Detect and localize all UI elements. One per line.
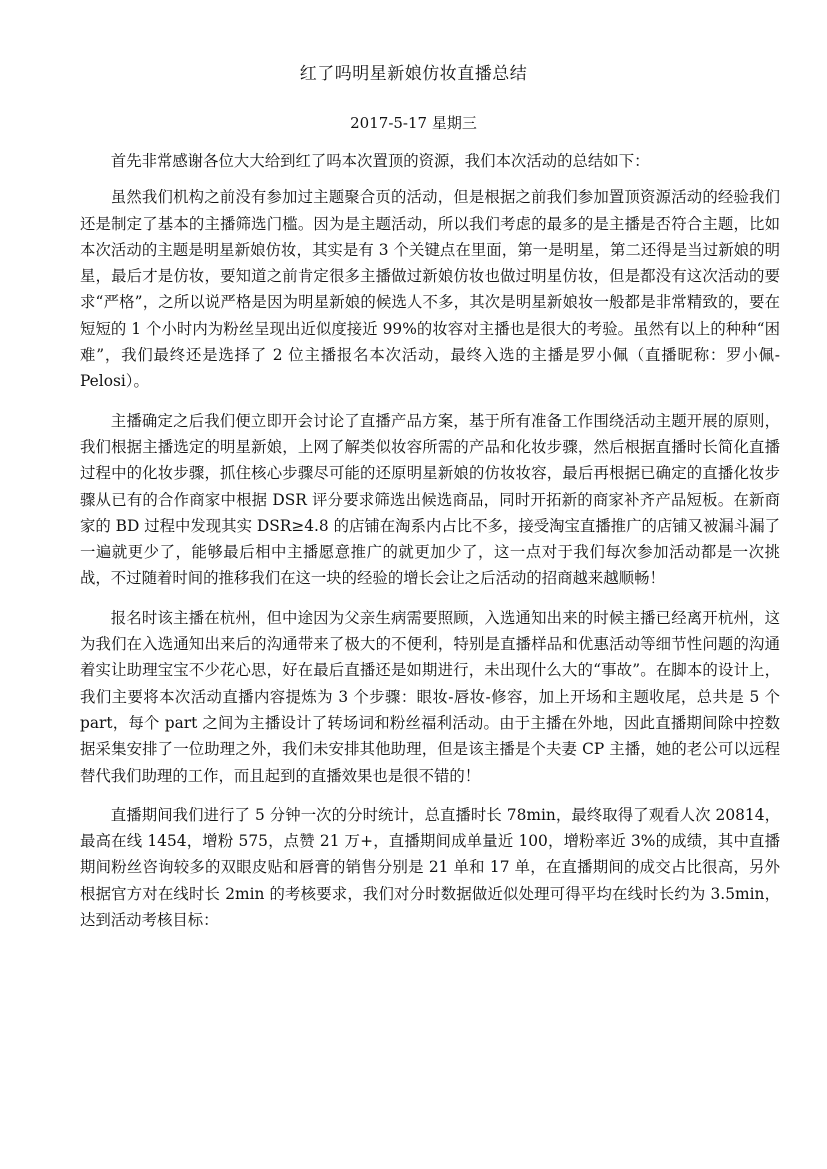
paragraph-product-plan: 主播确定之后我们便立即开会讨论了直播产品方案，基于所有准备工作围绕活动主题开展的原则，我们根据主播选定的明星新娘，上网了解类似妆容所需的产品和化妆步骤，然后根据直播时长简化直播过程中的化妆步骤，抓住核心步骤尽可能的还原明星新娘的仿妆妆容，最后再根据已确定的直播化妆步骤从已有的合作商家中根据 DSR 评分要求筛选出候选商品，同时开拓新的商家补齐产品短板。在新商家的 BD 过程中发现其实 DSR≥4.8 的店铺在淘系内占比不多，接受淘宝直播推广的店铺又被漏斗漏了一遍就更少了，能够最后相中主播愿意推广的就更加少了，这一点对于我们每次参加活动都是一次挑战，不过随着时间的推移我们在这一块的经验的增长会让之后活动的招商越来越顺畅！ — [80, 411, 780, 588]
document-body — [80, 148, 780, 946]
paragraph-live-results: 直播期间我们进行了 5 分钟一次的分时统计，总直播时长 78min，最终取得了观看人次 20814，最高在线 1454，增粉 575，点赞 21 万+，直播期间成单量近 100，增粉率近 3%的成绩，其中直播期间粉丝咨询较多的双眼皮贴和唇膏的销售分别是 21 单和 17 单，在直播期间的成交占比很高，另外根据官方对在线时长 2min 的考核要求，我们对分时数据做近似处理可得平均在线时长约为 3.5min，达到活动考核目标： — [80, 805, 780, 930]
paragraph-script-design: 报名时该主播在杭州，但中途因为父亲生病需要照顾，入选通知出来的时候主播已经离开杭州，这为我们在入选通知出来后的沟通带来了极大的不便利，特别是直播样品和优惠活动等细节性问题的沟通着实让助理宝宝不少花心思，好在最后直播还是如期进行，未出现什么大的“事故”。在脚本的设计上，我们主要将本次活动直播内容提炼为 3 个步骤：眼妆-唇妆-修容，加上开场和主题收尾，总共是 5 个 part，每个 part 之间为主播设计了转场词和粉丝福利活动。由于主播在外地，因此直播期间除中控数据采集安排了一位助理之外，我们未安排其他助理，但是该主播是个夫妻 CP 主播，她的老公可以远程替代我们助理的工作，而且起到的直播效果也是很不错的！ — [80, 608, 780, 785]
paragraph-intro: 首先非常感谢各位大大给到红了吗本次置顶的资源，我们本次活动的总结如下： — [110, 152, 650, 170]
paragraph-host-selection: 虽然我们机构之前没有参加过主题聚合页的活动，但是根据之前我们参加置顶资源活动的经验我们还是制定了基本的主播筛选门槛。因为是主题活动，所以我们考虑的最多的是主播是否符合主题，比如本次活动的主题是明星新娘仿妆，其实是有 3 个关键点在里面，第一是明星，第二还得是当过新娘的明星，最后才是仿妆，要知道之前肯定很多主播做过新娘仿妆也做过明星仿妆，但是都没有这次活动的要求“严格”，之所以说严格是因为明星新娘的候选人不多，其次是明星新娘妆一般都是非常精致的，要在短短的 1 个小时内为粉丝呈现出近似度接近 99%的妆容对主播也是很大的考验。虽然有以上的种种“困难”，我们最终还是选择了 2 位主播报名本次活动，最终入选的主播是罗小佩（直播昵称：罗小佩-Pelosi）。 — [80, 188, 780, 391]
document-title: 红了吗明星新娘仿妆直播总结 — [299, 64, 528, 84]
document-date: 2017-5-17 星期三 — [350, 114, 477, 132]
